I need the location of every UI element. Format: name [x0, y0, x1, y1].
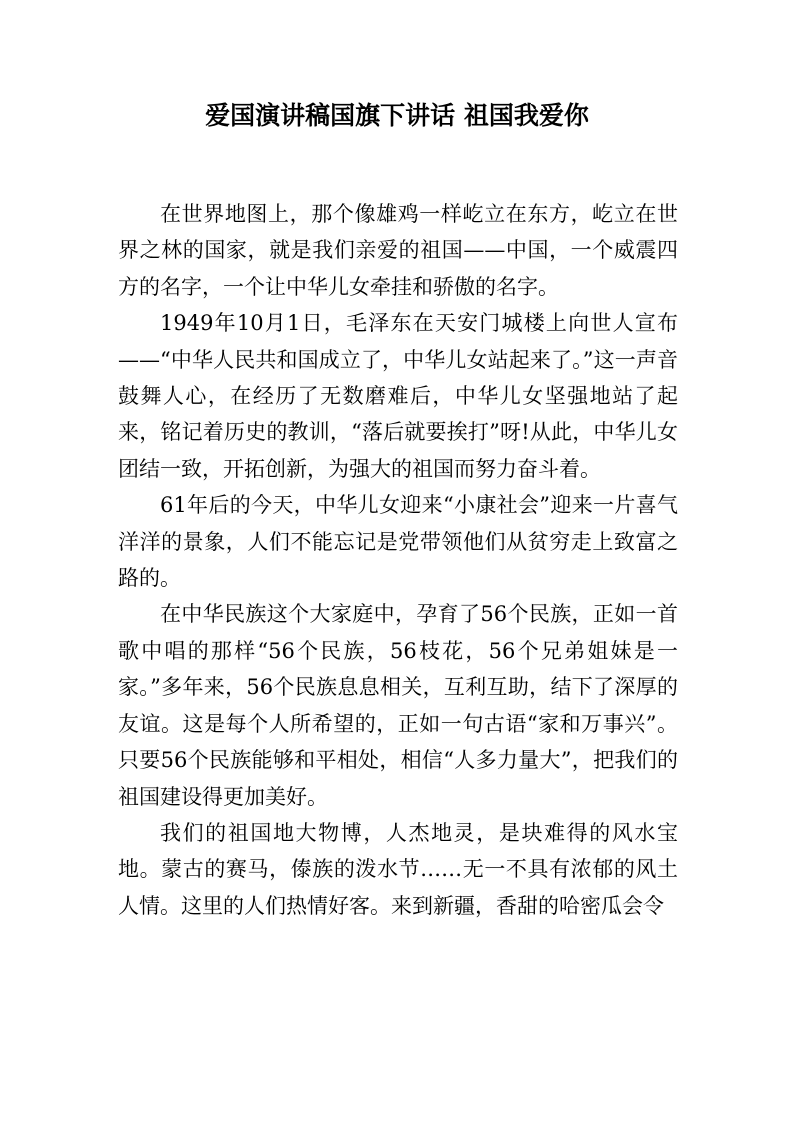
- paragraph: 在中华民族这个大家庭中，孕育了56个民族，正如一首歌中唱的那样“56个民族，56枝花，56个兄弟姐妹是一家。”多年来，56个民族息息相关，互利互助，结下了深厚的友谊。这是每个人所希望的，正如一句古语“家和万事兴”。只要56个民族能够和平相处，相信“人多力量大”，把我们的祖国建设得更加美好。: [118, 602, 678, 809]
- paragraph: 我们的祖国地大物博，人杰地灵，是块难得的风水宝地。蒙古的赛马，傣族的泼水节……无一不具有浓郁的风土人情。这里的人们热情好客。来到新疆，香甜的哈密瓜会令: [118, 820, 678, 918]
- paragraph: 61年后的今天，中华儿女迎来“小康社会”迎来一片喜气洋洋的景象，人们不能忘记是党带领他们从贫穷走上致富之路的。: [118, 493, 678, 591]
- document-body: [118, 196, 678, 924]
- paragraph: 1949年10月1日，毛泽东在天安门城楼上向世人宣布——“中华人民共和国成立了，中华儿女站起来了。”这一声音鼓舞人心，在经历了无数磨难后，中华儿女坚强地站了起来，铭记着历史的教训，“落后就要挨打”呀!从此，中华儿女团结一致，开拓创新，为强大的祖国而努力奋斗着。: [118, 311, 678, 481]
- document-title: 爱国演讲稿国旗下讲话 祖国我爱你: [205, 101, 589, 130]
- paragraph: 在世界地图上，那个像雄鸡一样屹立在东方，屹立在世界之林的国家，就是我们亲爱的祖国——中国，一个威震四方的名字，一个让中华儿女牵挂和骄傲的名字。: [118, 202, 678, 299]
